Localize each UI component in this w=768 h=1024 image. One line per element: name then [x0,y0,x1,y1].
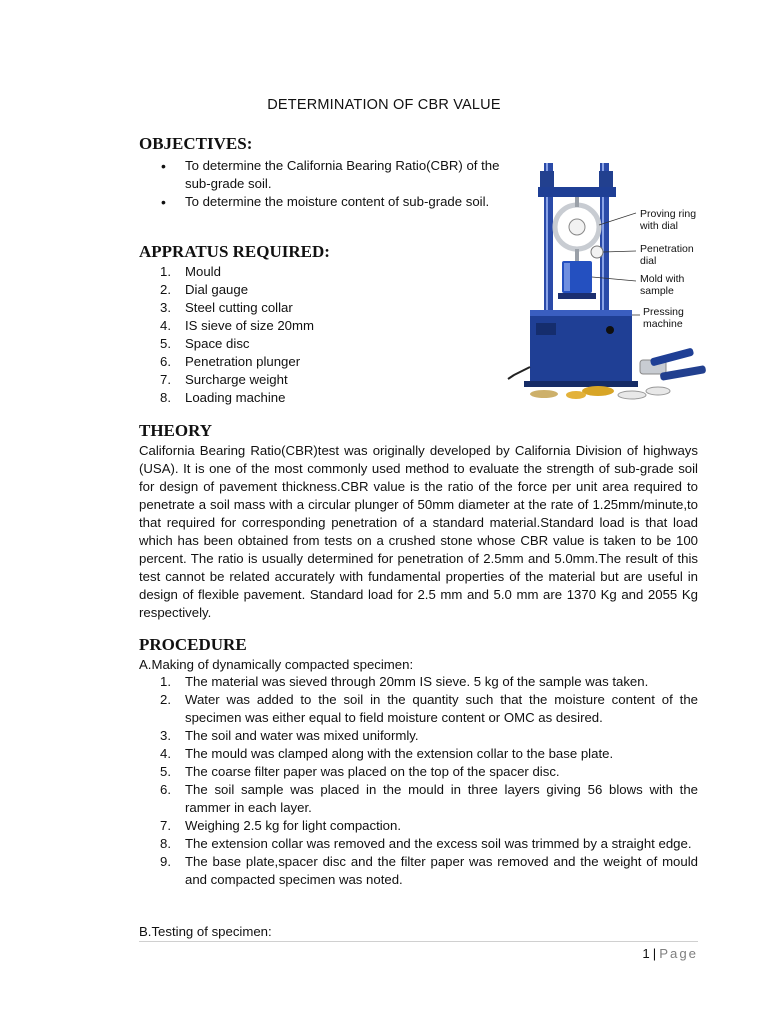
ring-stem [575,197,579,207]
proving-ring-dial [569,219,585,235]
mould-base [558,293,596,299]
item-number: 7. [160,372,171,387]
brass-disc [530,390,558,398]
ring-stem [575,249,579,261]
item-text: Mould [185,264,221,279]
list-item [160,745,698,763]
mold-sample-label: Mold with sample [640,273,685,297]
step-text: The extension collar was removed and the excess soil was trimmed by a straight edge. [185,836,692,851]
item-text: Loading machine [185,390,286,405]
top-bracket [540,171,554,187]
objective-text: To determine the California Bearing Ratio(CBR) of the sub-grade soil. [185,158,500,191]
list-item [160,691,698,727]
item-number: 6. [160,354,171,369]
callout-line [592,277,636,281]
step-text: The coarse filter paper was placed on the top of the spacer disc. [185,764,560,779]
list-item [160,781,698,817]
page-number: 1 [642,946,650,961]
list-item [160,299,380,317]
apparatus-heading: APPRATUS REQUIRED: [139,242,330,261]
item-text: Dial gauge [185,282,249,297]
step-number: 5. [160,764,171,779]
plunger [660,365,707,381]
step-text: The material was sieved through 20mm IS sieve. 5 kg of the sample was taken. [185,674,649,689]
penetration-dial [591,246,603,258]
brass-plate [582,386,614,396]
procedure-section-a: A.Making of dynamically compacted specimen: [139,657,414,672]
item-number: 1. [160,264,171,279]
control-knob [606,326,614,334]
spacer-disc [618,391,646,399]
item-text: IS sieve of size 20mm [185,318,314,333]
item-text: Space disc [185,336,250,351]
list-item [160,353,380,371]
step-number: 4. [160,746,171,761]
step-number: 7. [160,818,171,833]
page-label: Page [659,946,698,961]
list-item [160,335,380,353]
step-number: 2. [160,692,171,707]
theory-heading: THEORY [139,421,213,440]
item-number: 4. [160,318,171,333]
list-item [160,193,505,211]
step-number: 3. [160,728,171,743]
list-item [160,157,505,193]
step-text: Water was added to the soil in the quantity such that the moisture content of the specimen was either equal to field moisture content or OMC as desired. [185,692,698,725]
step-number: 8. [160,836,171,851]
item-number: 8. [160,390,171,405]
list-item [160,673,698,691]
list-item [160,263,380,281]
step-number: 6. [160,782,171,797]
procedure-steps [160,673,698,889]
spacer-disc [646,387,670,395]
list-item [160,763,698,781]
step-text: The soil and water was mixed uniformly. [185,728,419,743]
procedure-section-b: B.Testing of specimen: [139,924,272,939]
step-number: 9. [160,854,171,869]
penetration-dial-label: Penetration dial [640,243,694,267]
machine-body [530,310,632,382]
item-text: Penetration plunger [185,354,301,369]
list-item [160,317,380,335]
brass-disc [566,391,586,399]
theory-paragraph: California Bearing Ratio(CBR)test was originally developed by California Division of highways (USA). It is one of the most commonly used method to evaluate the strength of sub-grade soil for design of pavement thickness.CBR value is the ratio of the force per unit area required to penetrate a soil mass with a circular plunger of 50mm diameter at the rate of 1.25mm/minute,to that required for corresponding penetration of a standard material.Standard load is that load which has been obtained from tests on a crushed stone whose CBR value is taken to be 100 percent. The ratio is usually determined for penetration of 2.5mm and 5.0mm.The result of this test cannot be related accurately with fundamental properties of the material but are useful in design of flexible pavement. Standard load for 2.5 mm and 5.0 mm are 1370 Kg and 2055 Kg respectively. [139,443,698,620]
step-text: The mould was clamped along with the extension collar to the base plate. [185,746,614,761]
step-text: Weighing 2.5 kg for light compaction. [185,818,402,833]
item-text: Surcharge weight [185,372,288,387]
machine-base [524,381,638,387]
list-item [160,817,698,835]
step-number: 1. [160,674,171,689]
cbr-apparatus-figure [500,155,715,405]
list-item [160,389,380,407]
item-number: 2. [160,282,171,297]
item-number: 5. [160,336,171,351]
objective-text: To determine the moisture content of sub-grade soil. [185,194,490,209]
control-panel [536,323,556,335]
item-text: Steel cutting collar [185,300,293,315]
item-number: 3. [160,300,171,315]
list-item [160,853,698,889]
list-item [160,835,698,853]
list-item [160,371,380,389]
handle [508,367,530,379]
mould-highlight [564,263,570,291]
pressing-machine-label: Pressing machine [643,306,684,330]
list-item [160,727,698,745]
document-title: DETERMINATION OF CBR VALUE [267,97,501,113]
list-item [160,281,380,299]
rammer [650,347,695,366]
top-bracket [599,171,613,187]
proving-ring-label: Proving ring with dial [640,208,697,232]
apparatus-list [160,263,380,407]
top-crosshead [538,187,616,197]
step-text: The soil sample was placed in the mould in three layers giving 56 blows with the rammer in each layer. [185,782,698,815]
objectives-list [160,157,505,211]
objectives-heading: OBJECTIVES: [139,134,253,153]
step-text: The base plate,spacer disc and the filter paper was removed and the weight of mould and compacted specimen was noted. [185,854,698,887]
footer-separator: | [652,946,657,961]
footer-divider [139,941,698,942]
procedure-heading: PROCEDURE [139,635,247,654]
page-footer [642,946,698,961]
machine-top-edge [530,310,632,316]
